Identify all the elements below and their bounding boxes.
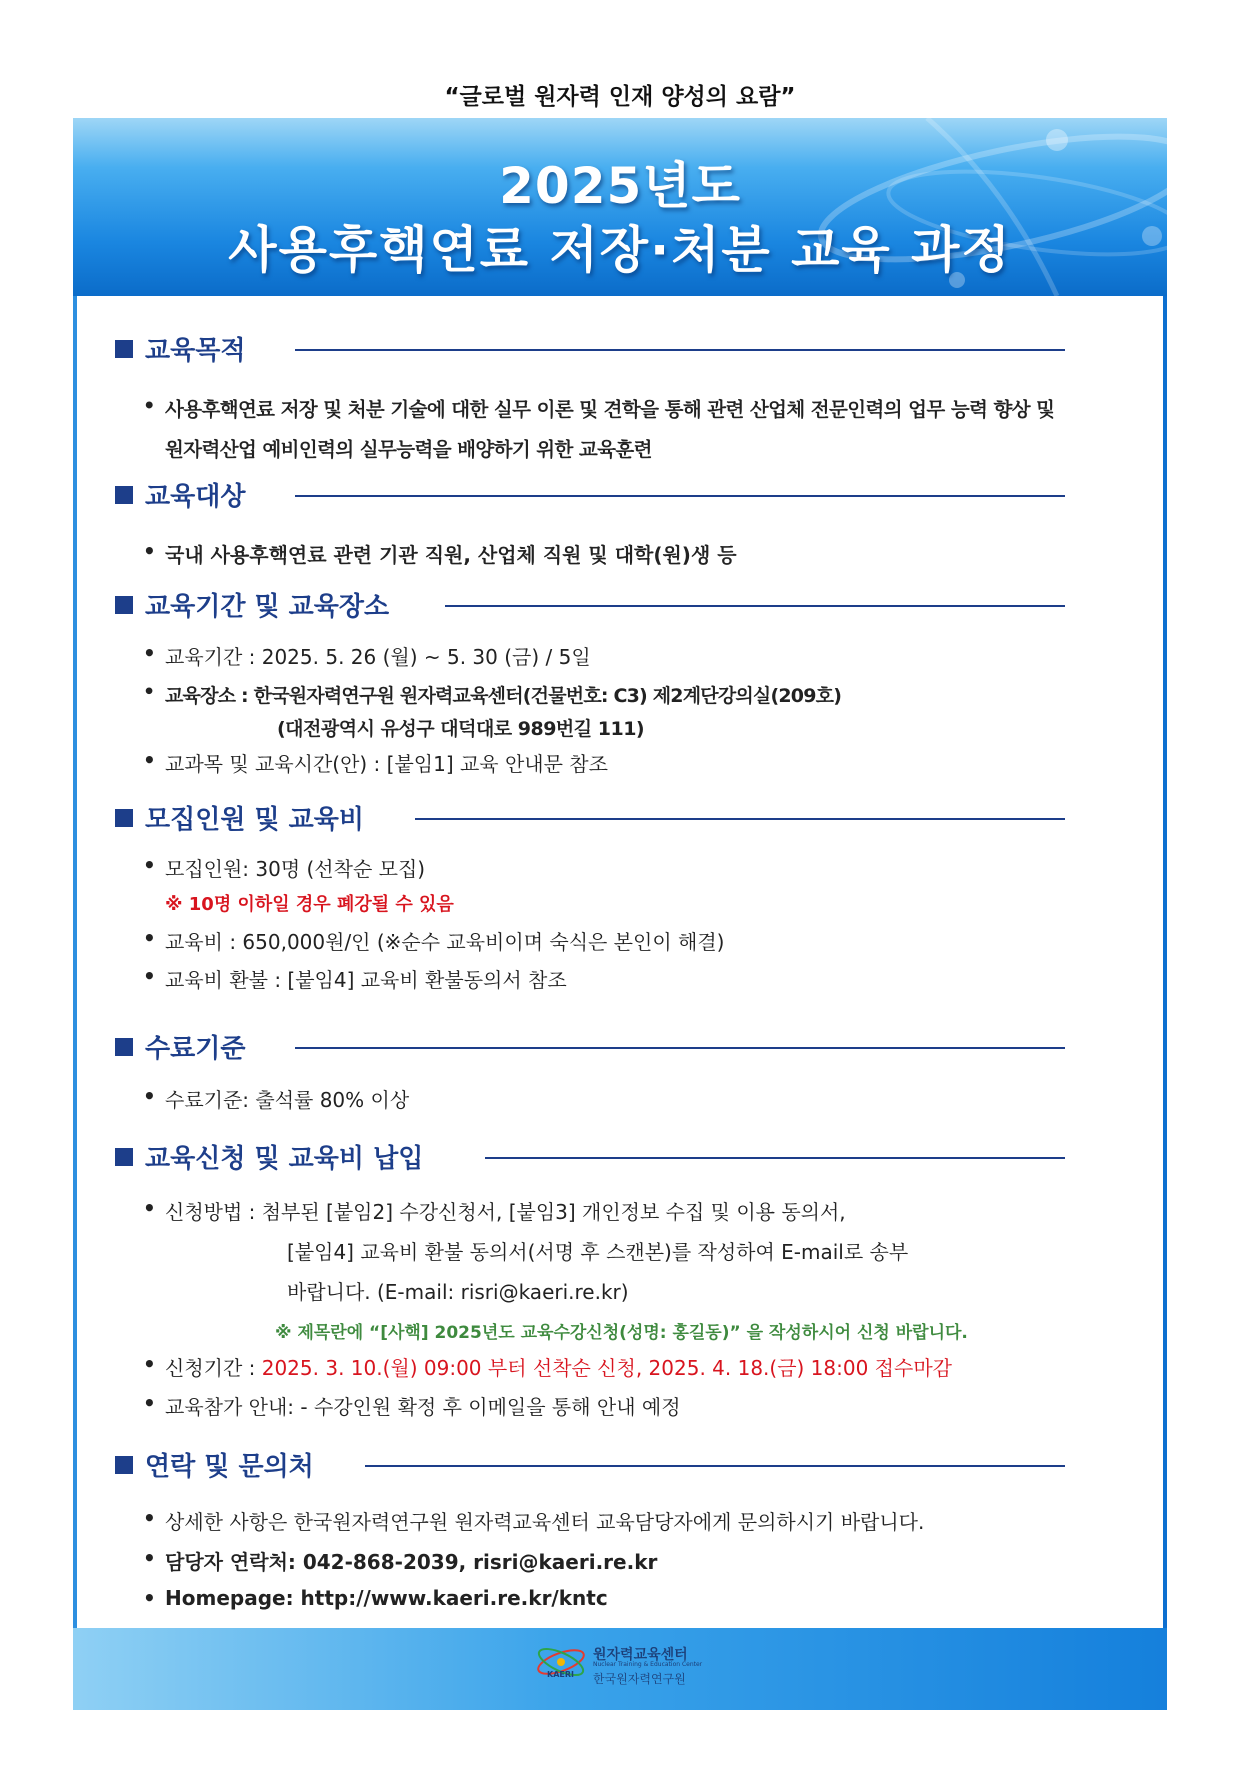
section-marker-icon	[115, 596, 133, 614]
recruit-capacity: • 모집인원: 30명 (선착순 모집)	[165, 853, 425, 882]
title-course: 사용후핵연료 저장·처분 교육 과정	[228, 221, 1012, 279]
contact-homepage: • Homepage: http://www.kaeri.re.kr/kntc	[165, 1586, 608, 1610]
apply-method-line1: • 신청방법 : 첨부된 [붙임2] 수강신청서, [붙임3] 개인정보 수집 및 이용 동의서,	[165, 1196, 846, 1225]
section-apply-header	[115, 1138, 1125, 1174]
contact-line1: • 상세한 사항은 한국원자력연구원 원자력교육센터 교육담당자에게 문의하시기 바랍니다.	[165, 1506, 924, 1535]
section-marker-icon	[115, 486, 133, 504]
period-dates: • 교육기간 : 2025. 5. 26 (월) ~ 5. 30 (금) / 5일	[165, 641, 591, 670]
purpose-line2: 원자력산업 예비인력의 실무능력을 배양하기 위한 교육훈련	[165, 438, 652, 461]
section-marker-icon	[115, 1456, 133, 1474]
section-divider	[295, 495, 1065, 497]
section-divider	[295, 349, 1065, 351]
section-target-header	[115, 476, 1125, 512]
section-heading: 교육기간 및 교육장소	[145, 592, 390, 622]
title-year: 2025년도	[499, 157, 741, 215]
apply-period	[165, 1352, 952, 1381]
section-heading: 교육목적	[145, 336, 246, 366]
logo-abbr: KAERI	[547, 1670, 574, 1679]
section-heading: 교육신청 및 교육비 납입	[145, 1144, 424, 1174]
recruit-refund: • 교육비 환불 : [붙임4] 교육비 환불동의서 참조	[165, 964, 567, 993]
section-marker-icon	[115, 809, 133, 827]
purpose-line1: • 사용후핵연료 저장 및 처분 기술에 대한 실무 이론 및 견학을 통해 관련 산업체 전문인력의 업무 능력 향상 및	[165, 394, 1054, 422]
logo-title: 원자력교육센터	[593, 1647, 688, 1663]
section-marker-icon	[115, 1038, 133, 1056]
apply-method-line3: 바랍니다. (E-mail: risri@kaeri.re.kr)	[287, 1280, 629, 1304]
contact-line2: • 담당자 연락처: 042-868-2039, risri@kaeri.re.kr	[165, 1546, 657, 1575]
poster-content	[77, 296, 1163, 1628]
section-marker-icon	[115, 1148, 133, 1166]
section-heading: 수료기준	[145, 1034, 246, 1064]
completion-criteria: • 수료기준: 출석률 80% 이상	[165, 1084, 409, 1113]
poster-header	[73, 118, 1167, 296]
period-place: • 교육장소 : 한국원자력연구원 원자력교육센터(건물번호: C3) 제2계단강의실(209호)	[165, 681, 841, 708]
logo-subtitle: Nuclear Training & Education Center	[593, 1661, 703, 1668]
apply-period-value: 2025. 3. 10.(월) 09:00 부터 선착순 신청, 2025. 4. 18.(금) 18:00 접수마감	[261, 1356, 952, 1380]
section-divider	[485, 1157, 1065, 1159]
apply-method-line2: [붙임4] 교육비 환불 동의서(서명 후 스캔본)를 작성하여 E-mail로 송부	[287, 1240, 909, 1264]
poster-footer	[73, 1628, 1167, 1710]
section-purpose-header	[115, 330, 1125, 366]
logo-org: 한국원자력연구원	[593, 1672, 686, 1686]
section-completion-header	[115, 1028, 1125, 1064]
apply-subject-note: ※ 제목란에 “[사핵] 2025년도 교육수강신청(성명: 홍길동)” 을 작성하시어 신청 바랍니다.	[275, 1323, 968, 1343]
recruit-fee: • 교육비 : 650,000원/인 (※순수 교육비이며 숙식은 본인이 해결)	[165, 926, 724, 955]
section-contact-header	[115, 1446, 1125, 1482]
slogan: “글로벌 원자력 인재 양성의 요람”	[444, 84, 796, 110]
section-heading: 연락 및 문의처	[145, 1452, 314, 1482]
apply-notice: • 교육참가 안내: - 수강인원 확정 후 이메일을 통해 안내 예정	[165, 1391, 681, 1420]
section-divider	[295, 1047, 1065, 1049]
apply-period-label: 신청기간 :	[165, 1356, 262, 1380]
section-period-header	[115, 586, 1125, 622]
section-heading: 모집인원 및 교육비	[145, 805, 365, 835]
target-line1: • 국내 사용후핵연료 관련 기관 직원, 산업체 직원 및 대학(원)생 등	[165, 539, 737, 568]
section-marker-icon	[115, 340, 133, 358]
period-address: (대전광역시 유성구 대덕대로 989번길 111)	[277, 718, 645, 740]
kaeri-logo	[533, 1640, 733, 1700]
period-subjects: • 교과목 및 교육시간(안) : [붙임1] 교육 안내문 참조	[165, 748, 608, 777]
section-recruit-header	[115, 799, 1125, 835]
section-divider	[415, 818, 1065, 820]
poster-frame	[73, 118, 1167, 1710]
recruit-warning: ※ 10명 이하일 경우 폐강될 수 있음	[165, 894, 454, 915]
section-divider	[445, 605, 1065, 607]
section-heading: 교육대상	[145, 482, 246, 512]
section-divider	[365, 1465, 1065, 1467]
